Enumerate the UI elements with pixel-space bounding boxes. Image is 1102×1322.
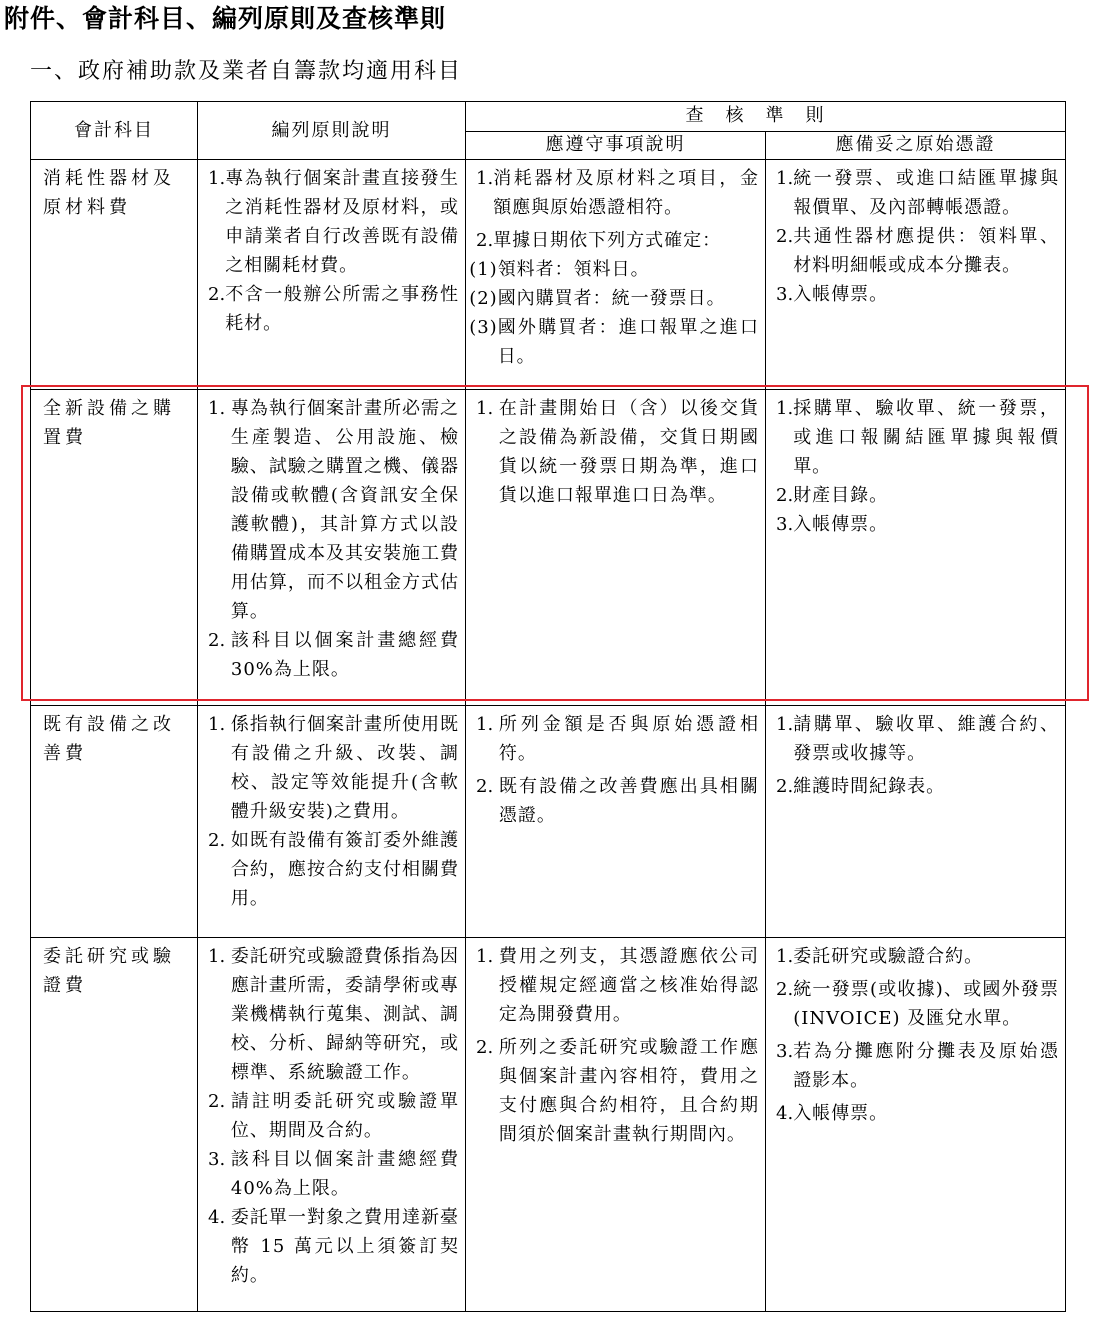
header-principles: 編列原則說明 — [198, 102, 466, 160]
item-number: 3. — [208, 1149, 231, 1170]
item-content — [793, 510, 1059, 539]
account-name: 委託研究或驗證費 — [31, 938, 198, 1312]
item-text: 委託單一對象之費用達新臺幣 15 萬元以上須簽訂契約。 — [230, 1207, 459, 1286]
item-number: 2. — [776, 226, 794, 247]
list-item — [208, 710, 459, 826]
item-number: 2. — [776, 776, 794, 797]
vouchers-cell — [766, 938, 1066, 1312]
item-number: 1. — [208, 168, 226, 189]
item-text: 共通性器材應提供：領料單、材料明細帳或成本分攤表。 — [793, 226, 1059, 276]
table-body — [31, 160, 1066, 1312]
item-content — [231, 1087, 459, 1145]
account-name: 消耗性器材及原材料費 — [31, 160, 198, 390]
item-text: 入帳傳票。 — [793, 514, 889, 535]
item-content — [793, 772, 1059, 801]
item-number: 1. — [776, 946, 794, 967]
item-text: 所列之委託研究或驗證工作應與個案計畫內容相符，費用之支付應與合約相符，且合約期間須於個案計畫執行期間內。 — [498, 1037, 759, 1145]
list-item — [776, 280, 1059, 309]
sub-item — [469, 284, 759, 313]
item-number: 3. — [776, 514, 794, 535]
list-item — [476, 772, 759, 830]
list-item — [208, 1203, 459, 1290]
section-title: 一、政府補助款及業者自籌款均適用科目 — [30, 59, 463, 84]
sub-item-text: 國內購買者：統一發票日。 — [497, 288, 726, 309]
item-text: 採購單、驗收單、統一發票，或進口報關結匯單據與報價單。 — [793, 398, 1059, 477]
item-text: 係指執行個案計畫所使用既有設備之升級、改裝、調校、設定等效能提升(含軟體升級安裝)之費用。 — [230, 714, 459, 822]
item-content — [793, 280, 1059, 309]
item-text: 單據日期依下列方式確定： — [493, 230, 722, 251]
item-text: 消耗器材及原材料之項目，金額應與原始憑證相符。 — [493, 168, 759, 218]
principles-cell — [198, 706, 466, 938]
item-text: 請註明委託研究或驗證單位、期間及合約。 — [230, 1091, 459, 1141]
item-number: 4. — [208, 1207, 231, 1228]
item-number: 3. — [776, 1041, 794, 1062]
list-item — [208, 826, 459, 913]
item-text: 所列金額是否與原始憑證相符。 — [498, 714, 759, 764]
table-row — [31, 938, 1066, 1312]
list-item — [208, 280, 459, 338]
list-item — [208, 626, 459, 684]
rules-cell — [466, 390, 766, 706]
item-number: 1. — [476, 398, 499, 419]
item-text: 維護時間紀錄表。 — [793, 776, 946, 797]
list-item — [776, 394, 1059, 481]
sub-item — [469, 255, 759, 284]
item-content — [499, 710, 759, 768]
item-content — [499, 942, 759, 1029]
list-item — [469, 226, 759, 371]
accounting-table — [30, 101, 1066, 1312]
item-number: 2. — [476, 1037, 499, 1058]
sub-item — [469, 313, 759, 371]
list-item — [208, 164, 459, 280]
table-row — [31, 706, 1066, 938]
list-item — [208, 394, 459, 626]
vouchers-cell — [766, 706, 1066, 938]
item-number: 2. — [208, 630, 231, 651]
principles-cell — [198, 160, 466, 390]
item-content — [499, 772, 759, 830]
item-number: 2. — [208, 1091, 231, 1112]
item-text: 專為執行個案計畫直接發生之消耗性器材及原材料，或申請業者自行改善既有設備之相關耗材費。 — [225, 168, 459, 276]
list-item — [476, 394, 759, 510]
item-number: 1. — [208, 714, 231, 735]
item-number: 2. — [208, 284, 226, 305]
sub-list — [469, 255, 759, 371]
item-text: 委託研究或驗證合約。 — [793, 946, 984, 967]
item-number: 1. — [208, 398, 231, 419]
vouchers-cell — [766, 390, 1066, 706]
item-content — [493, 164, 759, 222]
list-item — [476, 710, 759, 768]
item-number: 4. — [776, 1103, 794, 1124]
item-text: 不含一般辦公所需之事務性耗材。 — [225, 284, 459, 334]
item-content — [499, 394, 759, 510]
item-number: 1. — [476, 168, 494, 189]
list-item — [776, 1037, 1059, 1095]
sub-item-number: (1) — [469, 259, 498, 280]
account-name: 全新設備之購置費 — [31, 390, 198, 706]
item-content — [793, 1099, 1059, 1128]
sub-item-number: (3) — [469, 317, 498, 338]
item-content — [793, 394, 1059, 481]
item-text: 請購單、驗收單、維護合約、發票或收據等。 — [793, 714, 1059, 764]
item-content — [793, 975, 1059, 1033]
item-text: 在計畫開始日（含）以後交貨之設備為新設備，交貨日期國貨以統一發票日期為準，進口貨以進口報單進口日為準。 — [498, 398, 759, 506]
list-item — [208, 1145, 459, 1203]
item-number: 3. — [776, 284, 794, 305]
list-item — [476, 1033, 759, 1149]
rules-cell — [466, 938, 766, 1312]
item-text: 統一發票、或進口結匯單據與報價單、及內部轉帳憑證。 — [793, 168, 1059, 218]
item-content — [231, 394, 459, 626]
list-item — [776, 1099, 1059, 1128]
list-item — [776, 975, 1059, 1033]
item-text: 若為分攤應附分攤表及原始憑證影本。 — [793, 1041, 1059, 1091]
item-content — [231, 1203, 459, 1290]
item-number: 2. — [208, 830, 231, 851]
item-number: 1. — [776, 398, 794, 419]
item-text: 如既有設備有簽訂委外維護合約，應按合約支付相關費用。 — [230, 830, 459, 909]
item-text: 既有設備之改善費應出具相關憑證。 — [498, 776, 759, 826]
item-content — [231, 942, 459, 1087]
item-number: 1. — [776, 168, 794, 189]
item-text: 統一發票(或收據)、或國外發票 (INVOICE) 及匯兌水單。 — [793, 979, 1059, 1029]
item-text: 費用之列支，其憑證應依公司授權規定經適當之核准始得認定為開發費用。 — [498, 946, 759, 1025]
item-content — [499, 1033, 759, 1149]
item-content — [793, 481, 1059, 510]
item-text: 財產目錄。 — [793, 485, 889, 506]
item-content — [231, 826, 459, 913]
item-number: 2. — [476, 776, 499, 797]
sub-item-text: 領料者：領料日。 — [497, 259, 650, 280]
principles-cell — [198, 938, 466, 1312]
item-content — [793, 942, 1059, 971]
rules-cell — [466, 160, 766, 390]
list-item — [776, 942, 1059, 971]
item-content — [231, 626, 459, 684]
item-number: 2. — [776, 979, 794, 1000]
table-row — [31, 390, 1066, 706]
item-number: 2. — [476, 230, 494, 251]
item-text: 委託研究或驗證費係指為因應計畫所需，委請學術或專業機構執行蒐集、測試、調校、分析、歸納等研究，或標準、系統驗證工作。 — [230, 946, 459, 1083]
sub-item-text: 國外購買者：進口報單之進口日。 — [497, 317, 759, 367]
list-item — [776, 710, 1059, 768]
list-item — [776, 510, 1059, 539]
item-number: 2. — [776, 485, 794, 506]
list-item — [476, 942, 759, 1029]
table-row — [31, 160, 1066, 390]
list-item — [776, 481, 1059, 510]
item-content — [793, 710, 1059, 768]
document-title: 附件、會計科目、編列原則及查核準則 — [4, 4, 447, 33]
list-item — [776, 164, 1059, 222]
item-content — [225, 164, 459, 280]
item-content — [231, 710, 459, 826]
item-content — [793, 164, 1059, 222]
item-number: 1. — [208, 946, 231, 967]
item-text: 該科目以個案計畫總經費 30%為上限。 — [230, 630, 459, 680]
principles-cell — [198, 390, 466, 706]
item-content — [793, 1037, 1059, 1095]
header-rules: 應遵守事項說明 — [466, 131, 766, 159]
item-text: 入帳傳票。 — [793, 1103, 889, 1124]
item-number: 1. — [476, 946, 499, 967]
header-vouchers: 應備妥之原始憑證 — [766, 131, 1066, 159]
item-number: 1. — [776, 714, 794, 735]
vouchers-cell — [766, 160, 1066, 390]
item-text: 入帳傳票。 — [793, 284, 889, 305]
header-audit: 查核準則 — [466, 102, 1066, 132]
item-content — [469, 226, 759, 371]
list-item — [776, 772, 1059, 801]
header-account: 會計科目 — [31, 102, 198, 160]
item-text: 專為執行個案計畫所必需之生產製造、公用設施、檢驗、試驗之購置之機、儀器設備或軟體(含資訊安全保護軟體)，其計算方式以設備購置成本及其安裝施工費用估算，而不以租金方式估算。 — [230, 398, 459, 622]
list-item — [208, 1087, 459, 1145]
account-name: 既有設備之改善費 — [31, 706, 198, 938]
item-text: 該科目以個案計畫總經費 40%為上限。 — [230, 1149, 459, 1199]
sub-item-number: (2) — [469, 288, 498, 309]
item-content — [231, 1145, 459, 1203]
list-item — [476, 164, 759, 222]
item-content — [793, 222, 1059, 280]
list-item — [776, 222, 1059, 280]
item-number: 1. — [476, 714, 499, 735]
item-content — [225, 280, 459, 338]
list-item — [208, 942, 459, 1087]
rules-cell — [466, 706, 766, 938]
